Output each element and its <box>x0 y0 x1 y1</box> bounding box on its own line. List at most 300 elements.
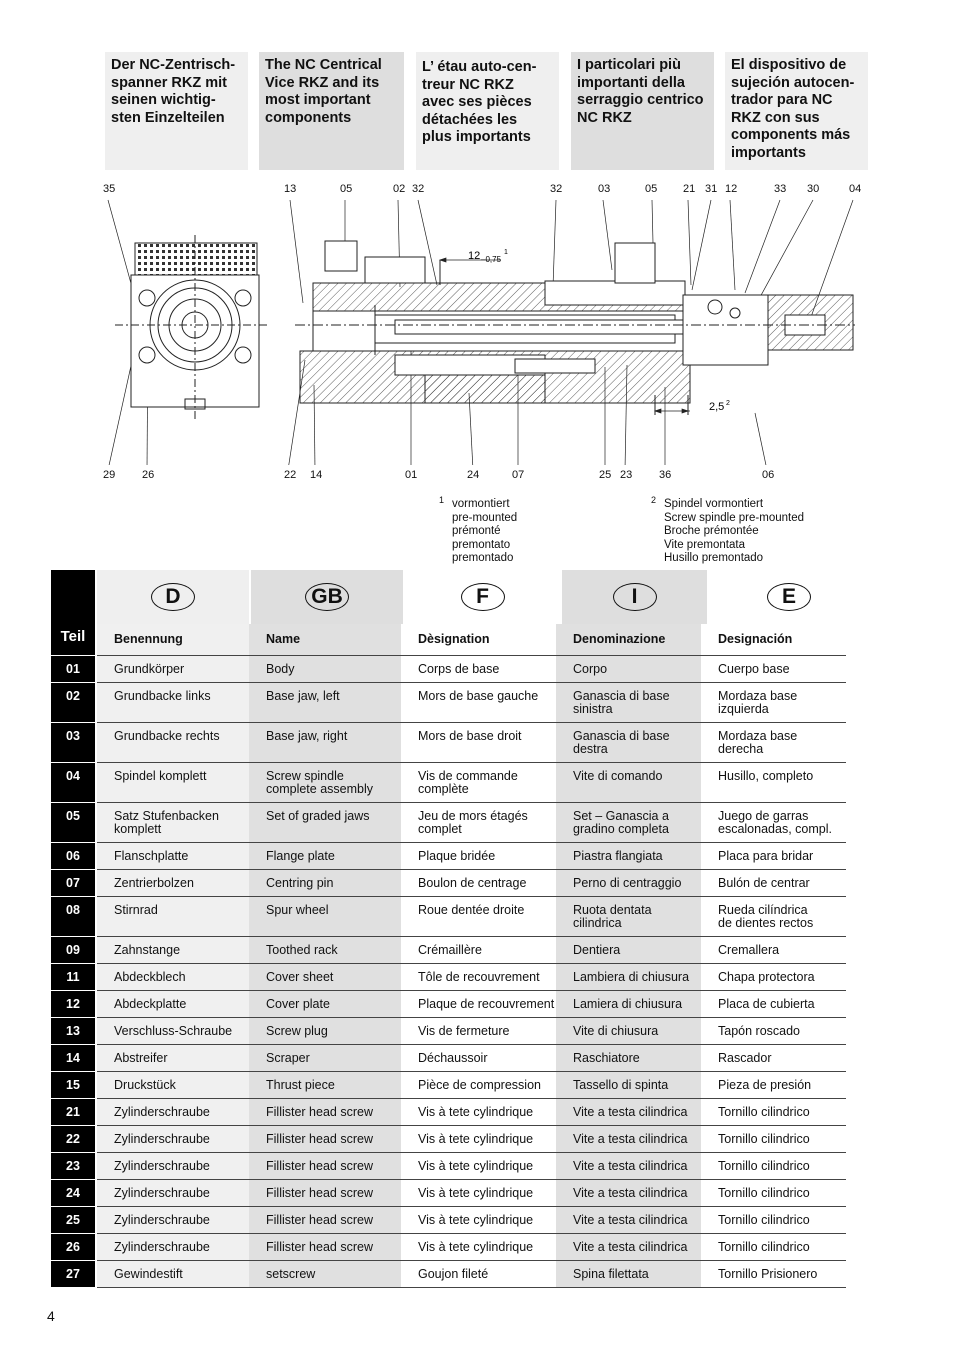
table-cell <box>249 963 401 990</box>
table-cell <box>97 1206 249 1233</box>
cell-text: Zylinderschraube <box>114 1185 210 1200</box>
table-cell <box>701 655 846 682</box>
table-cell <box>249 655 401 682</box>
cell-text: Set of graded jaws <box>266 808 370 823</box>
part-number: 13 <box>51 1017 95 1044</box>
cell-text: Vite a testa cilindrica <box>573 1239 688 1254</box>
footnote-1 <box>439 495 518 566</box>
table-cell <box>556 1125 701 1152</box>
header-it <box>571 52 714 170</box>
table-cell <box>556 1098 701 1125</box>
cell-text: Jeu de mors étagés complet <box>418 808 528 836</box>
cell-text: Corps de base <box>418 661 500 676</box>
table-cell <box>97 1044 249 1071</box>
callout-label: 23 <box>620 469 633 481</box>
table-cell <box>556 722 701 762</box>
cell-text: Tornillo cilindrico <box>718 1158 810 1173</box>
table-cell <box>701 869 846 896</box>
callout-label: 21 <box>683 183 696 195</box>
cell-text: Thrust piece <box>266 1077 335 1092</box>
table-cell <box>556 936 701 963</box>
table-cell <box>401 1179 556 1206</box>
callout-label: 01 <box>405 469 418 481</box>
table-cell <box>401 1260 556 1287</box>
technical-drawing <box>95 195 865 465</box>
table-cell <box>97 896 249 936</box>
cell-text: Zylinderschraube <box>114 1131 210 1146</box>
table-cell <box>401 1098 556 1125</box>
table-cell <box>249 1233 401 1260</box>
table-cell <box>249 1017 401 1044</box>
part-number: 02 <box>51 682 95 722</box>
table-cell <box>701 1125 846 1152</box>
table-cell <box>556 682 701 722</box>
table-cell <box>401 762 556 802</box>
cell-text: Vis de fermeture <box>418 1023 510 1038</box>
cell-text: Raschiatore <box>573 1050 640 1065</box>
dimension-1-superscript: 1 <box>504 249 508 256</box>
table-cell <box>249 869 401 896</box>
lang-code-it: I <box>613 583 657 611</box>
footnote-1-marker: 1 <box>439 495 445 505</box>
table-cell <box>701 682 846 722</box>
part-number: 12 <box>51 990 95 1017</box>
callout-label: 32 <box>412 183 425 195</box>
col-header-es: Designación <box>701 624 846 655</box>
table-row <box>51 1098 846 1125</box>
cell-text: Grundbacke links <box>114 688 211 703</box>
table-cell <box>401 1071 556 1098</box>
table-cell <box>97 655 249 682</box>
cell-text: Vite a testa cilindrica <box>573 1131 688 1146</box>
cell-text: Vis de commande complète <box>418 768 518 796</box>
cell-text: Plaque de recouvrement <box>418 996 555 1011</box>
table-row <box>51 842 846 869</box>
part-number: 07 <box>51 869 95 896</box>
cell-text: Fillister head screw <box>266 1212 373 1227</box>
cell-text: Vis à tete cylindrique <box>418 1158 534 1173</box>
cell-text: Spur wheel <box>266 902 329 917</box>
cell-text: Mordaza base derecha <box>718 728 798 756</box>
table-cell <box>97 963 249 990</box>
cell-text: Flange plate <box>266 848 335 863</box>
table-cell <box>401 936 556 963</box>
callout-label: 13 <box>284 183 297 195</box>
cell-text: Cover sheet <box>266 969 334 984</box>
cell-text: Husillo, completo <box>718 768 814 783</box>
table-cell <box>401 896 556 936</box>
table-cell <box>701 990 846 1017</box>
table-row <box>51 990 846 1017</box>
table-cell <box>249 1179 401 1206</box>
table-cell <box>556 1152 701 1179</box>
cell-text: Tornillo cilindrico <box>718 1212 810 1227</box>
cell-text: Crémaillère <box>418 942 482 957</box>
lang-it <box>562 570 707 624</box>
cell-text: Bulón de centrar <box>718 875 810 890</box>
cell-text: Vite a testa cilindrica <box>573 1158 688 1173</box>
table-cell <box>556 1044 701 1071</box>
table-cell <box>97 1179 249 1206</box>
dimension-1-value: 12 <box>468 250 481 262</box>
cell-text: Base jaw, left <box>266 688 340 703</box>
page-number: 4 <box>47 1308 55 1324</box>
callout-label: 14 <box>310 469 323 481</box>
lang-code-de: D <box>151 583 195 611</box>
table-cell <box>97 869 249 896</box>
table-row <box>51 1071 846 1098</box>
part-number: 01 <box>51 655 95 682</box>
part-number: 09 <box>51 936 95 963</box>
cell-text: Lambiera di chiusura <box>573 969 690 984</box>
part-number: 06 <box>51 842 95 869</box>
table-cell <box>249 762 401 802</box>
callout-label: 31 <box>705 183 718 195</box>
table-cell <box>249 936 401 963</box>
cell-text: Mors de base droit <box>418 728 522 743</box>
cell-text: Pièce de compression <box>418 1077 541 1092</box>
footnote-2-marker: 2 <box>651 495 657 505</box>
header-fr <box>416 52 559 170</box>
cell-text: Dentiera <box>573 942 621 957</box>
lang-code-es: E <box>767 583 811 611</box>
cell-text: Déchaussoir <box>418 1050 488 1065</box>
table-row <box>51 762 846 802</box>
table-cell <box>249 1152 401 1179</box>
callout-label: 29 <box>103 469 116 481</box>
callout-label: 12 <box>725 183 738 195</box>
cell-text: Fillister head screw <box>266 1185 373 1200</box>
cell-text: Tornillo cilindrico <box>718 1131 810 1146</box>
part-number: 15 <box>51 1071 95 1098</box>
table-row <box>51 896 846 936</box>
cell-text: Vis à tete cylindrique <box>418 1131 534 1146</box>
cell-text: Base jaw, right <box>266 728 348 743</box>
table-row <box>51 1125 846 1152</box>
table-cell <box>556 762 701 802</box>
cell-text: Toothed rack <box>266 942 338 957</box>
col-header-gb: Name <box>249 624 401 655</box>
lang-es <box>709 570 869 624</box>
table-cell <box>701 722 846 762</box>
footnote-1-text: vormontiert pre-mounted prémonté premontato premontado <box>452 498 518 564</box>
table-cell <box>97 936 249 963</box>
cell-text: Mordaza base izquierda <box>718 688 798 716</box>
table-cell <box>701 842 846 869</box>
section-view <box>295 241 855 415</box>
table-cell <box>401 963 556 990</box>
lang-de <box>97 570 249 624</box>
table-row <box>51 682 846 722</box>
cell-text: Abdeckblech <box>114 969 186 984</box>
cell-text: Druckstück <box>114 1077 176 1092</box>
cell-text: Corpo <box>573 661 608 676</box>
lang-fr <box>405 570 560 624</box>
col-header-de: Benennung <box>97 624 249 655</box>
part-number: 08 <box>51 896 95 936</box>
table-row <box>51 1206 846 1233</box>
table-cell <box>556 1071 701 1098</box>
cell-text: Rueda cilíndrica de dientes rectos <box>718 902 814 930</box>
cell-text: Tornillo cilindrico <box>718 1185 810 1200</box>
col-header-fr: Dèsignation <box>401 624 556 655</box>
callout-label: 07 <box>512 469 525 481</box>
cell-text: Screw spindle complete assembly <box>266 768 373 796</box>
table-cell <box>249 990 401 1017</box>
cell-text: Boulon de centrage <box>418 875 527 890</box>
cell-text: Fillister head screw <box>266 1158 373 1173</box>
table-cell <box>97 1071 249 1098</box>
table-cell <box>556 655 701 682</box>
callout-label: 06 <box>762 469 775 481</box>
table-cell <box>249 722 401 762</box>
header-en <box>259 52 404 170</box>
callout-label: 26 <box>142 469 155 481</box>
part-number: 24 <box>51 1179 95 1206</box>
table-cell <box>401 1233 556 1260</box>
table-cell <box>401 1044 556 1071</box>
cell-text: Centring pin <box>266 875 334 890</box>
table-cell <box>701 1260 846 1287</box>
footnote-2 <box>651 495 804 566</box>
part-number: 03 <box>51 722 95 762</box>
cell-text: Spindel komplett <box>114 768 207 783</box>
cell-text: Abdeckplatte <box>114 996 187 1011</box>
callout-label: 24 <box>467 469 480 481</box>
cell-text: Scraper <box>266 1050 310 1065</box>
cell-text: Gewindestift <box>114 1266 183 1281</box>
cell-text: Grundbacke rechts <box>114 728 220 743</box>
cell-text: Stirnrad <box>114 902 158 917</box>
table-cell <box>401 842 556 869</box>
cell-text: Zylinderschraube <box>114 1212 210 1227</box>
table-cell <box>401 1017 556 1044</box>
cell-text: Tôle de recouvrement <box>418 969 540 984</box>
cell-text: Tornillo cilindrico <box>718 1239 810 1254</box>
table-cell <box>556 842 701 869</box>
callout-label: 25 <box>599 469 612 481</box>
cell-text: Zylinderschraube <box>114 1239 210 1254</box>
part-number: 05 <box>51 802 95 842</box>
table-row <box>51 1233 846 1260</box>
cell-text: setscrew <box>266 1266 316 1281</box>
cell-text: Fillister head screw <box>266 1131 373 1146</box>
table-cell <box>701 1044 846 1071</box>
cell-text: Vite a testa cilindrica <box>573 1212 688 1227</box>
table-cell <box>556 963 701 990</box>
cell-text: Flanschplatte <box>114 848 189 863</box>
table-row <box>51 963 846 990</box>
cell-text: Grundkörper <box>114 661 185 676</box>
cell-text: Mors de base gauche <box>418 688 539 703</box>
table-cell <box>701 1017 846 1044</box>
cell-text: Zentrierbolzen <box>114 875 194 890</box>
cell-text: Juego de garras escalonadas, compl. <box>718 808 832 836</box>
cell-text: Cover plate <box>266 996 330 1011</box>
cell-text: Lamiera di chiusura <box>573 996 683 1011</box>
lang-code-gb: GB <box>305 583 349 611</box>
table-cell <box>401 655 556 682</box>
cell-text: Vite di comando <box>573 768 663 783</box>
table-cell <box>701 1071 846 1098</box>
table-cell <box>556 896 701 936</box>
table-cell <box>97 682 249 722</box>
table-cell <box>97 1152 249 1179</box>
cell-text: Body <box>266 661 295 676</box>
table-cell <box>401 869 556 896</box>
cell-text: Plaque bridée <box>418 848 496 863</box>
table-cell <box>249 1071 401 1098</box>
cell-text: Fillister head screw <box>266 1239 373 1254</box>
table-cell <box>401 802 556 842</box>
table-cell <box>701 1098 846 1125</box>
cell-text: Vis à tete cylindrique <box>418 1185 534 1200</box>
dimension-1-tolerance: –0,75 <box>481 255 502 264</box>
table-cell <box>556 1233 701 1260</box>
cell-text: Zahnstange <box>114 942 181 957</box>
table-cell <box>401 1152 556 1179</box>
part-number: 26 <box>51 1233 95 1260</box>
callout-label: 03 <box>598 183 611 195</box>
cell-text: Piastra flangiata <box>573 848 663 863</box>
table-cell <box>401 722 556 762</box>
cell-text: Vite a testa cilindrica <box>573 1104 688 1119</box>
table-cell <box>249 1206 401 1233</box>
table-cell <box>97 842 249 869</box>
table-cell <box>249 802 401 842</box>
header-text: The NC Centrical Vice RKZ and its most important components <box>265 57 382 126</box>
cell-text: Cremallera <box>718 942 780 957</box>
table-cell <box>556 869 701 896</box>
cell-text: Vis à tete cylindrique <box>418 1239 534 1254</box>
table-cell <box>701 963 846 990</box>
header-text: Der NC-Zentrisch- spanner RKZ mit seinen wichtig- sten Einzelteilen <box>111 57 236 126</box>
cell-text: Placa de cubierta <box>718 996 815 1011</box>
table-row <box>51 722 846 762</box>
table-cell <box>701 896 846 936</box>
table-cell <box>97 1098 249 1125</box>
part-number: 14 <box>51 1044 95 1071</box>
cell-text: Spina filettata <box>573 1266 649 1281</box>
parts-table <box>51 624 846 1288</box>
dimension-2-superscript: 2 <box>726 400 730 407</box>
table-cell <box>249 896 401 936</box>
cell-text: Vite di chiusura <box>573 1023 659 1038</box>
table-cell <box>249 1044 401 1071</box>
part-column-header-block <box>51 570 95 624</box>
cell-text: Goujon fileté <box>418 1266 489 1281</box>
callout-label: 04 <box>849 183 862 195</box>
dimension-2-value: 2,5 <box>709 401 725 413</box>
header-text: L’ étau auto-cen- treur NC RKZ avec ses pièces détachées les plus importants <box>422 59 537 145</box>
table-cell <box>701 1233 846 1260</box>
table-cell <box>701 1152 846 1179</box>
cell-text: Ruota dentata cilindrica <box>573 902 652 930</box>
cell-text: Tassello di spinta <box>573 1077 669 1092</box>
part-number: 11 <box>51 963 95 990</box>
table-row <box>51 802 846 842</box>
table-cell <box>401 990 556 1017</box>
end-view <box>115 235 270 420</box>
part-number: 27 <box>51 1260 95 1287</box>
callout-label: 36 <box>659 469 672 481</box>
header-es <box>725 52 868 170</box>
cell-text: Verschluss-Schraube <box>114 1023 233 1038</box>
table-cell <box>556 1179 701 1206</box>
cell-text: Placa para bridar <box>718 848 814 863</box>
table-row <box>51 655 846 682</box>
cell-text: Satz Stufenbacken komplett <box>114 808 219 836</box>
table-cell <box>401 1206 556 1233</box>
table-cell <box>556 1260 701 1287</box>
table-cell <box>249 842 401 869</box>
table-row <box>51 1260 846 1287</box>
table-row <box>51 1017 846 1044</box>
table-cell <box>701 762 846 802</box>
cell-text: Vis à tete cylindrique <box>418 1212 534 1227</box>
table-cell <box>249 1125 401 1152</box>
cell-text: Cuerpo base <box>718 661 790 676</box>
cell-text: Zylinderschraube <box>114 1104 210 1119</box>
part-number: 22 <box>51 1125 95 1152</box>
callout-label: 32 <box>550 183 563 195</box>
table-cell <box>249 1260 401 1287</box>
cell-text: Tornillo Prisionero <box>718 1266 818 1281</box>
table-row <box>51 1179 846 1206</box>
callout-label: 02 <box>393 183 406 195</box>
part-number: 25 <box>51 1206 95 1233</box>
callout-label: 05 <box>340 183 353 195</box>
cell-text: Fillister head screw <box>266 1104 373 1119</box>
callout-label: 22 <box>284 469 297 481</box>
cell-text: Chapa protectora <box>718 969 815 984</box>
part-number: 04 <box>51 762 95 802</box>
part-number: 21 <box>51 1098 95 1125</box>
table-cell <box>97 802 249 842</box>
footnote-2-text: Spindel vormontiert Screw spindle pre-mounted Broche prémontée Vite premontata Husillo premontado <box>664 498 804 564</box>
header-de <box>105 52 248 170</box>
cell-text: Ganascia di base sinistra <box>573 688 670 716</box>
table-cell <box>701 802 846 842</box>
cell-text: Vis à tete cylindrique <box>418 1104 534 1119</box>
table-cell <box>97 722 249 762</box>
table-cell <box>97 1233 249 1260</box>
cell-text: Tapón roscado <box>718 1023 801 1038</box>
table-cell <box>97 1017 249 1044</box>
cell-text: Vite a testa cilindrica <box>573 1185 688 1200</box>
table-cell <box>556 1017 701 1044</box>
table-cell <box>249 1098 401 1125</box>
callout-label: 05 <box>645 183 658 195</box>
table-row <box>51 1044 846 1071</box>
table-cell <box>97 762 249 802</box>
table-cell <box>97 1260 249 1287</box>
table-cell <box>97 990 249 1017</box>
table-cell <box>401 682 556 722</box>
table-row <box>51 1152 846 1179</box>
table-row <box>51 869 846 896</box>
table-cell <box>701 1206 846 1233</box>
cell-text: Ganascia di base destra <box>573 728 670 756</box>
cell-text: Zylinderschraube <box>114 1158 210 1173</box>
cell-text: Screw plug <box>266 1023 328 1038</box>
table-cell <box>701 936 846 963</box>
table-cell <box>556 802 701 842</box>
cell-text: Perno di centraggio <box>573 875 682 890</box>
table-header-row <box>51 624 846 655</box>
table-cell <box>556 990 701 1017</box>
callout-label: 35 <box>103 183 116 195</box>
